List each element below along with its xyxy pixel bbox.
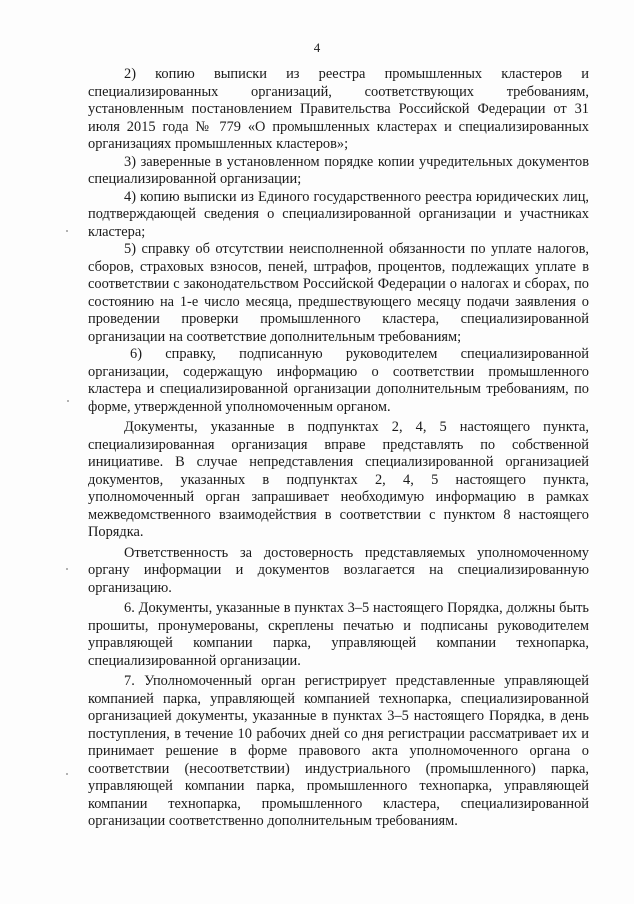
paragraph-item-5-tax-certificate: 5) справку об отсутствии неисполненной обязанности по уплате налогов, сборов, страховых взносов, пеней, штрафов, процентов, подлежащих уплате в соответствии с законодательством Российской Федерации о налогах и сборах, по состоянию на 1-е число месяца, предшествующего месяцу подачи заявления о проведении проверки промышленного кластера, специализированной организации на соответствие дополнительным требованиям; xyxy=(88,241,589,345)
paragraph-item-3-founding-documents: 3) заверенные в установленном порядке копии учредительных документов специализированной организации; xyxy=(88,153,589,187)
paragraph-item-2-cluster-registry-extract: 2) копию выписки из реестра промышленных кластеров и специализированных организаций, соответствующих требованиям, установленным постановлением Правительства Российской Федерации от 31 июля 2015 года № 779 «О промышленных кластерах и специализированных организациях промышленных кластеров»; xyxy=(88,66,589,152)
paragraph-item-4-legal-entities-registry: 4) копию выписки из Единого государственного реестра юридических лиц, подтверждающей сведения о специализированной организации и участниках кластера; xyxy=(88,188,589,240)
paragraph-item-6-head-certificate: 6) справку, подписанную руководителем специализированной организации, содержащую информацию о соответствии промышленного кластера и специализированной организации дополнительным требованиям, по форме, утвержденной уполномоченным органом. xyxy=(88,346,589,415)
paragraph-section-6-binding: 6. Документы, указанные в пунктах 3–5 настоящего Порядка, должны быть прошиты, пронумерованы, скреплены печатью и подписаны руководителем управляющей компании парка, управляющей компании технопарка, специализированной организации. xyxy=(88,600,589,669)
page-number: 4 xyxy=(313,40,321,55)
paragraph-section-7-registration: 7. Уполномоченный орган регистрирует представленные управляющей компанией парка, управляющей компанией технопарка, специализированной организацией документы, указанные в пунктах 3–5 настоящего Порядка, в день поступления, в течение 10 рабочих дней со дня регистрации рассматривает их и принимает решение в форме правового акта уполномоченного органа о соответствии (несоответствии) индустриального (промышленного) парка, управляющей компании парка, промышленного технопарка, управляющей компании технопарка, промышленного кластера, специализированной организации соответственно дополнительным требованиям. xyxy=(88,673,589,829)
scan-speck xyxy=(67,400,69,402)
scan-speck xyxy=(66,773,68,775)
document-body xyxy=(88,66,589,831)
scan-speck xyxy=(66,568,68,570)
scan-speck xyxy=(66,230,68,232)
paragraph-documents-initiative: Документы, указанные в подпунктах 2, 4, 5 настоящего пункта, специализированная организация вправе представлять по собственной инициативе. В случае непредставления специализированной организацией документов, указанных в подпунктах 2, 4, 5 настоящего пункта, уполномоченный орган запрашивает необходимую информацию в рамках межведомственного взаимодействия в соответствии с пунктом 8 настоящего Порядка. xyxy=(88,419,589,540)
paragraph-responsibility: Ответственность за достоверность представляемых уполномоченному органу информации и документов возлагается на специализированную организацию. xyxy=(88,544,589,596)
